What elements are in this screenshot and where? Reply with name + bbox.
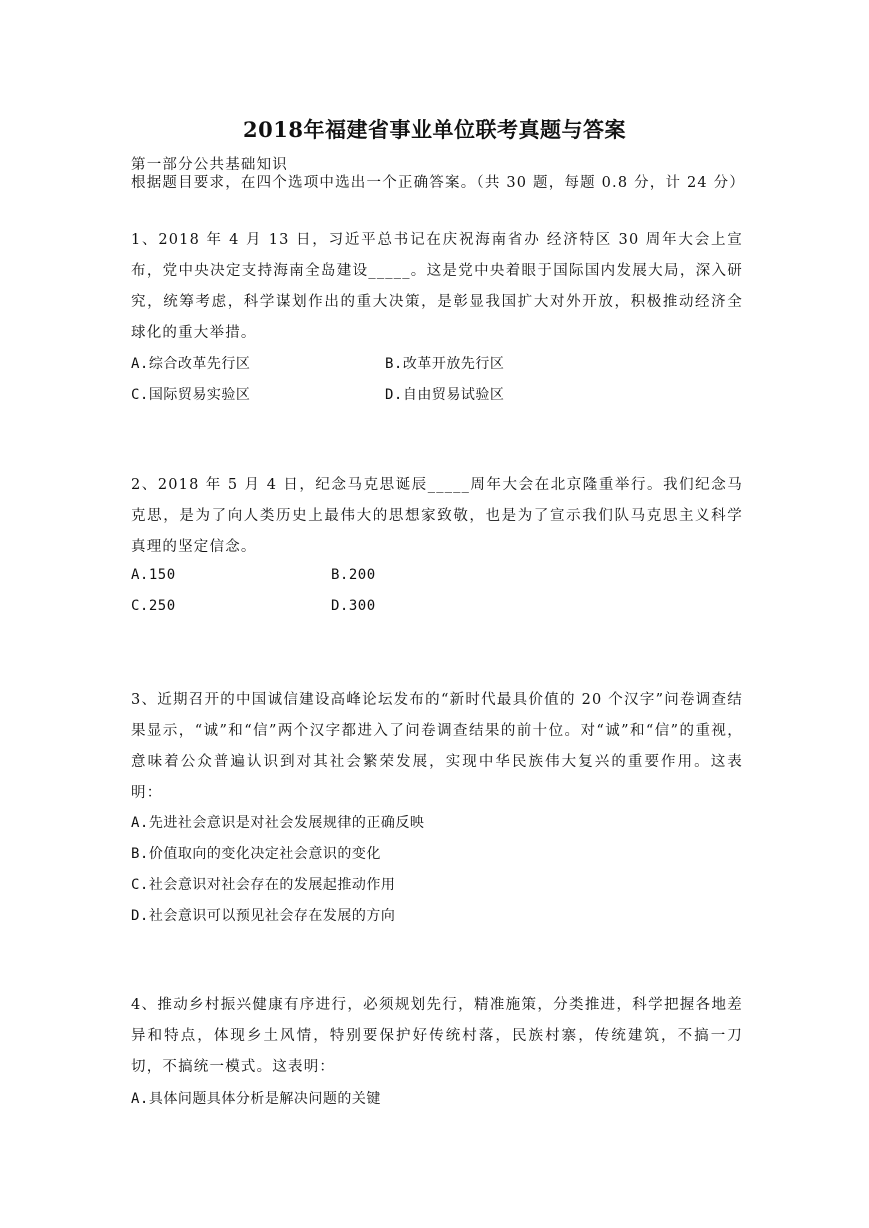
- question-4-text: 4、推动乡村振兴健康有序进行，必须规划先行，精准施策，分类推进，科学把握各地差异和特点，体现乡土风情，特别要保护好传统村落，民族村寨，传统建筑，不搞一刀切，不搞统一模式。这表明：: [131, 997, 743, 1075]
- question-2-option-c: C.250: [131, 598, 176, 614]
- section-heading: 第一部分公共基础知识: [131, 157, 288, 173]
- question-3-option-d: D.社会意识可以预见社会存在发展的方向: [131, 908, 396, 924]
- question-2-option-d: D.300: [331, 598, 376, 614]
- question-2-option-b: B.200: [331, 567, 376, 583]
- question-1-text: 1、2018 年 4 月 13 日，习近平总书记在庆祝海南省办 经济特区 30 周年大会上宣布，党中央决定支持海南全岛建设_____。这是党中央着眼于国际国内发展大局，深入研究，统筹考虑，科学谋划作出的重大决策，是彰显我国扩大对外开放，积极推动经济全球化的重大举措。: [131, 232, 743, 341]
- question-2-text: 2、2018 年 5 月 4 日，纪念马克思诞辰_____周年大会在北京隆重举行。我们纪念马克思，是为了向人类历史上最伟大的思想家致敬，也是为了宣示我们队马克思主义科学真理的坚定信念。: [131, 477, 743, 555]
- question-4-option-a: A.具体问题具体分析是解决问题的关键: [131, 1091, 381, 1107]
- question-3-text: 3、近期召开的中国诚信建设高峰论坛发布的“新时代最具价值的 20 个汉字”问卷调查结果显示，“诚”和“信”两个汉字都进入了问卷调查结果的前十位。对“诚”和“信”的重视，意味着公众普遍认识到对其社会繁荣发展，实现中华民族伟大复兴的重要作用。这表明：: [131, 692, 743, 801]
- document-title: 2018年福建省事业单位联考真题与答案: [243, 117, 626, 142]
- question-2-option-a: A.150: [131, 567, 176, 583]
- question-3-option-a: A.先进社会意识是对社会发展规律的正确反映: [131, 815, 425, 831]
- question-1-option-d: D.自由贸易试验区: [385, 387, 505, 403]
- question-1-option-c: C.国际贸易实验区: [131, 387, 251, 403]
- question-1-option-a: A.综合改革先行区: [131, 356, 251, 372]
- question-3-option-b: B.价值取向的变化决定社会意识的变化: [131, 846, 381, 862]
- question-3-option-c: C.社会意识对社会存在的发展起推动作用: [131, 877, 396, 893]
- question-1-option-b: B.改革开放先行区: [385, 356, 505, 372]
- instruction-text: 根据题目要求，在四个选项中选出一个正确答案。（共 30 题，每题 0.8 分，计 24 分）: [131, 175, 746, 191]
